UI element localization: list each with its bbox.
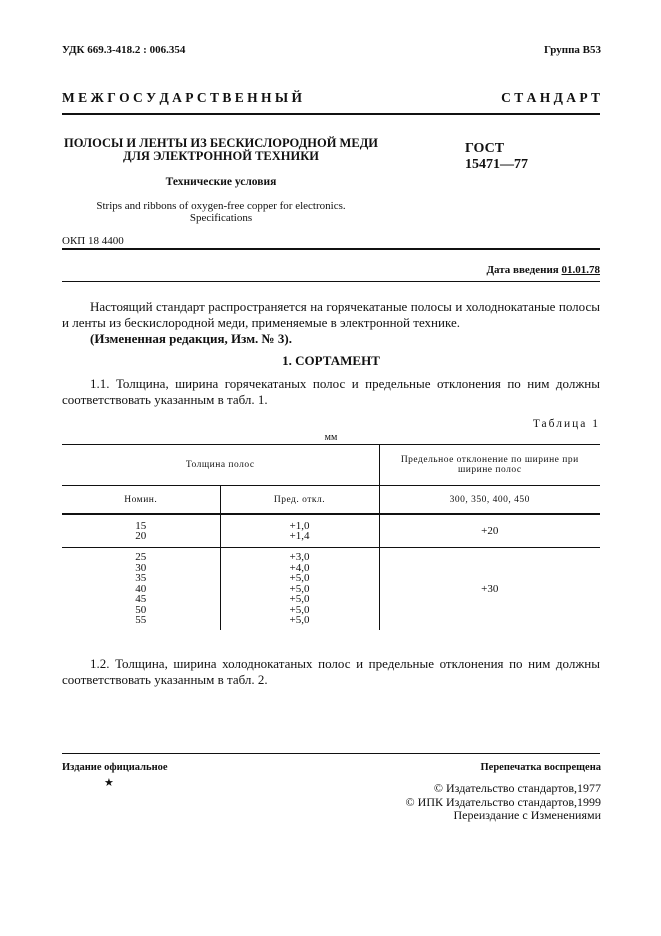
title-line-2: ДЛЯ ЭЛЕКТРОННОЙ ТЕХНИКИ (122, 149, 320, 163)
width-deviation-cell: +20 (379, 514, 600, 548)
banner-word-standard: С Т А Н Д А Р Т (501, 90, 600, 105)
deviation-value: +1,0 (289, 520, 310, 532)
official-edition: Издание официальное (62, 762, 168, 773)
nominal-value: 20 (135, 530, 147, 542)
header-thickness: Толщина полос (62, 445, 379, 486)
subheader-widths: 300, 350, 400, 450 (379, 486, 600, 515)
subheader-nominal: Номин. (62, 486, 220, 515)
table-caption: Таблица 1 (532, 418, 600, 430)
nominal-value: 40 (135, 582, 147, 595)
header-width-deviation: Предельное отклонение по ширине при ширине полос (379, 445, 600, 486)
english-title-line-1: Strips and ribbons of oxygen-free copper for electronics. (96, 200, 346, 212)
deviation-cell (220, 548, 379, 630)
deviation-value: +5,0 (289, 572, 310, 584)
table-1 (62, 444, 600, 630)
nominal-value: 30 (135, 561, 147, 574)
table-header-row (62, 445, 600, 486)
section-title: 1. СОРТАМЕНТ (282, 353, 380, 368)
table-row (62, 548, 600, 630)
subheader-deviation: Пред. откл. (220, 486, 379, 515)
table-row (62, 514, 600, 548)
date-rule (62, 281, 600, 282)
nominal-value: 15 (135, 520, 147, 532)
nominal-cell (62, 548, 220, 630)
udk-code: УДК 669.3-418.2 : 006.354 (62, 44, 186, 56)
deviation-value: +5,0 (289, 614, 310, 626)
gost-designation (465, 141, 528, 173)
table-unit: мм (324, 432, 338, 443)
nominal-value: 50 (135, 603, 147, 616)
deviation-value: +5,0 (289, 603, 310, 616)
interstate-standard-banner (62, 90, 600, 106)
intro-date-label: Дата введения (486, 264, 559, 276)
paragraph-1-1: 1.1. Толщина, ширина горячекатаных полос и предельные отклонения по ним должны соответствовать указанным в табл. 1. (62, 376, 600, 407)
nominal-value: 45 (135, 593, 147, 605)
banner-word-interstate: М Е Ж Г О С У Д А Р С Т В Е Н Н Ы Й (62, 90, 303, 105)
deviation-cell (220, 514, 379, 548)
classification-group: Группа В53 (543, 44, 601, 56)
deviation-value: +4,0 (289, 561, 310, 574)
intro-paragraph: Настоящий стандарт распространяется на горячекатаные полосы и холоднокатаные полосы и ленты из бескислородной меди, применяемые в электронной технике. (62, 299, 600, 330)
english-title-line-2: Specifications (189, 212, 253, 224)
deviation-value: +1,4 (289, 530, 310, 542)
nominal-value: 25 (135, 551, 147, 563)
okp-code: ОКП 18 4400 (62, 235, 124, 247)
paragraph-1-2: 1.2. Толщина, ширина холоднокатаных полос и предельные отклонения по ним должны соответствовать указанным в табл. 2. (62, 656, 600, 687)
copyright-block (406, 782, 601, 823)
nominal-cell (62, 514, 220, 548)
amendment-note: (Измененная редакция, Изм. № 3). (90, 331, 292, 346)
deviation-value: +3,0 (289, 551, 310, 563)
reprint-prohibited: Перепечатка воспрещена (480, 762, 601, 773)
deviation-value: +5,0 (289, 582, 310, 595)
gost-label: ГОСТ (465, 141, 505, 156)
reissue-note: Переиздание с Изменениями (453, 808, 601, 822)
title-line-1: ПОЛОСЫ И ЛЕНТЫ ИЗ БЕСКИСЛОРОДНОЙ МЕДИ (63, 136, 379, 150)
copyright-1999: © ИПК Издательство стандартов,1999 (405, 794, 601, 809)
document-subtitle: Технические условия (165, 176, 277, 188)
table-subheader-row (62, 486, 600, 515)
introduction-date (486, 264, 600, 276)
title-block-rule (62, 248, 600, 250)
intro-date-value: 01.01.78 (561, 264, 600, 276)
deviation-value: +5,0 (289, 593, 310, 605)
width-deviation-cell: +30 (481, 582, 499, 595)
nominal-value: 35 (135, 572, 147, 584)
footer-rule (62, 753, 600, 754)
document-title (62, 137, 380, 163)
gost-number: 15471—77 (465, 157, 528, 172)
nominal-value: 55 (135, 614, 147, 626)
header-rule (62, 113, 600, 115)
star-icon: ★ (104, 777, 114, 789)
copyright-1977: © Издательство стандартов,1977 (433, 781, 601, 795)
english-title (62, 200, 380, 224)
